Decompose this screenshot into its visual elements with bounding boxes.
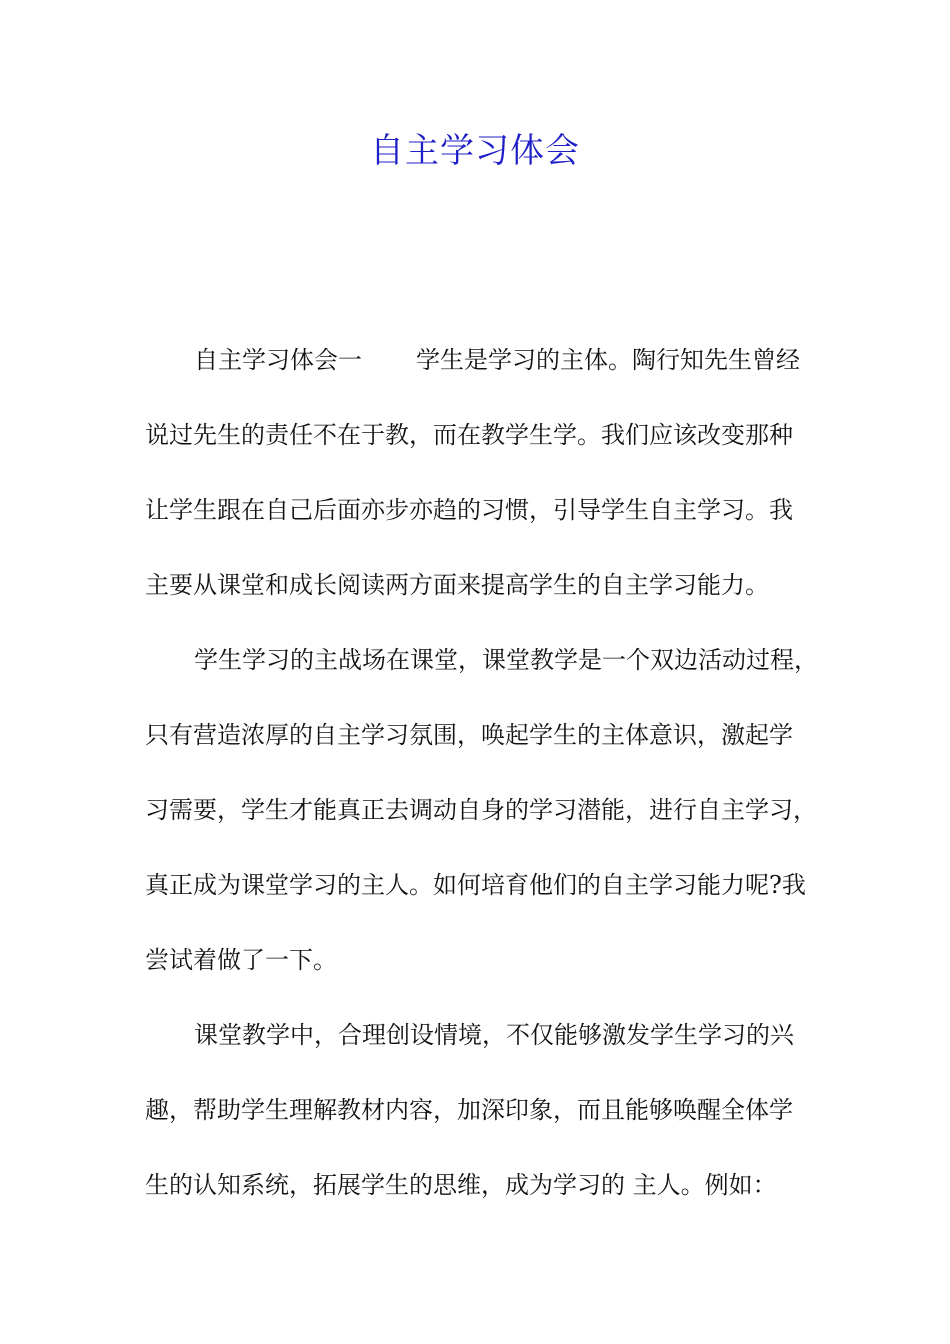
- paragraph-line: [145, 342, 805, 417]
- paragraph-line: 只有营造浓厚的自主学习氛围，唤起学生的主体意识，激起学: [145, 721, 793, 749]
- section-heading: 自主学习体会一: [194, 346, 362, 374]
- paragraph-line: 趣，帮助学生理解教材内容，加深印象，而且能够唤醒全体学: [145, 1096, 793, 1124]
- paragraph-line: 让学生跟在自己后面亦步亦趋的习惯，引导学生自主学习。我: [145, 496, 793, 524]
- paragraph-line: 尝试着做了一下。: [145, 946, 337, 974]
- document-title: 自主学习体会: [370, 131, 580, 171]
- paragraph-line: 说过先生的责任不在于教，而在教学生学。我们应该改变那种: [145, 421, 793, 449]
- paragraph-line: 习需要，学生才能真正去调动自身的学习潜能，进行自主学习，: [145, 796, 817, 824]
- paragraph-text: 学生是学习的主体。陶行知先生曾经: [416, 346, 800, 374]
- document-body: [145, 342, 818, 1242]
- paragraph-line: 课堂教学中，合理创设情境，不仅能够激发学生学习的兴: [194, 1021, 794, 1049]
- paragraph-line: 生的认知系统，拓展学生的思维，成为学习的 主人。例如：: [145, 1171, 777, 1199]
- paragraph-line: 学生学习的主战场在课堂，课堂教学是一个双边活动过程，: [194, 646, 818, 674]
- paragraph-line: 主要从课堂和成长阅读两方面来提高学生的自主学习能力。: [145, 571, 769, 599]
- paragraph-line: 真正成为课堂学习的主人。如何培育他们的自主学习能力呢?我: [145, 871, 806, 899]
